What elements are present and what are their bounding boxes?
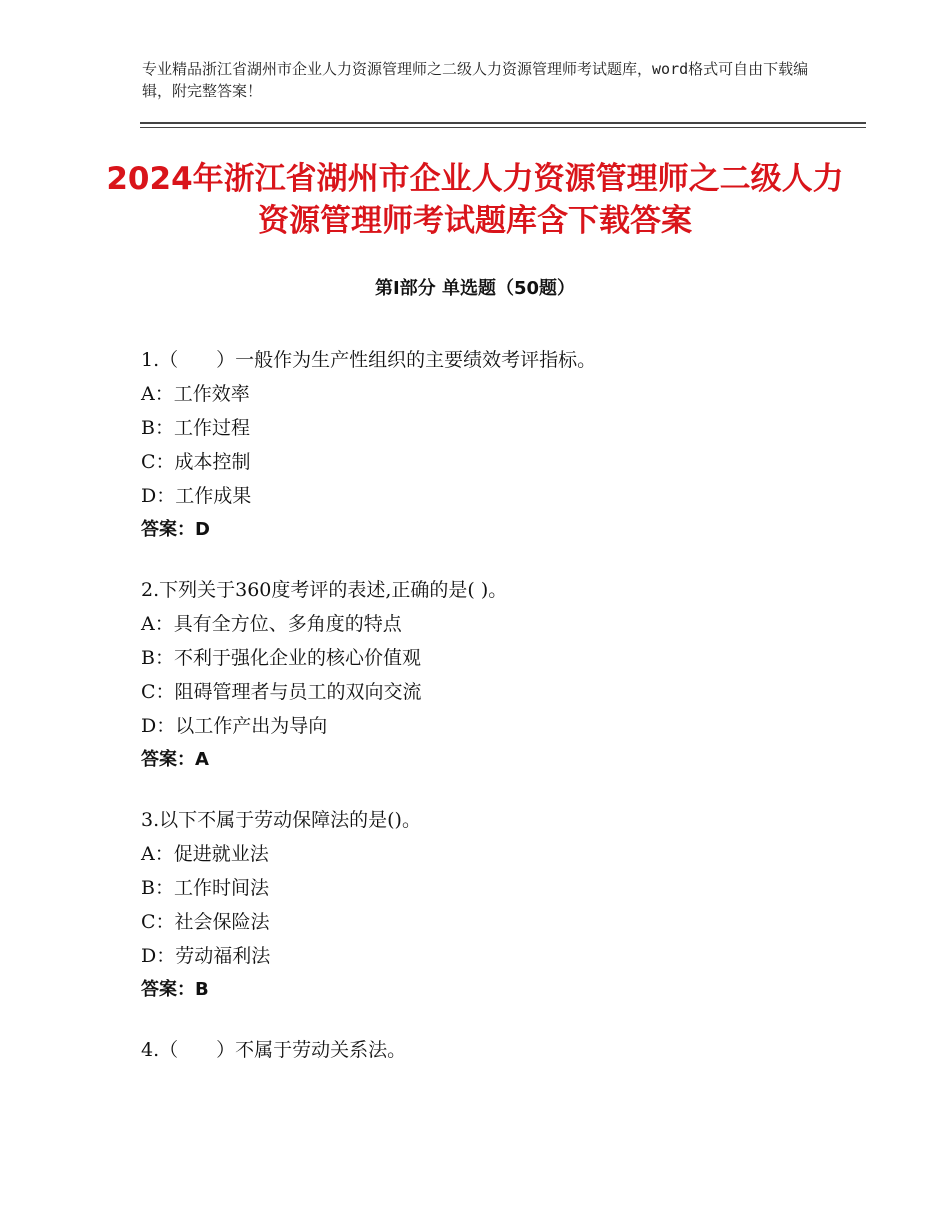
question-item [141, 803, 861, 1007]
section-title: 第Ⅰ部分 单选题（50题） [374, 278, 575, 299]
question-stem: 3.以下不属于劳动保障法的是()。 [141, 809, 421, 831]
option-b: B：工作时间法 [141, 877, 269, 899]
answer-line: 答案：D [141, 519, 210, 540]
answer-line: 答案：B [141, 979, 209, 1000]
option-a: A：促进就业法 [141, 843, 269, 865]
option-d: D：劳动福利法 [141, 945, 271, 967]
header-note: 专业精品浙江省湖州市企业人力资源管理师之二级人力资源管理师考试题库，word格式可自由下载编辑，附完整答案！ [142, 60, 809, 100]
option-c: C：成本控制 [141, 451, 251, 473]
answer-line: 答案：A [141, 749, 209, 770]
question-item [141, 1033, 861, 1067]
question-list [141, 343, 861, 1093]
option-b: B：工作过程 [141, 417, 250, 439]
option-b: B：不利于强化企业的核心价值观 [141, 647, 421, 669]
document-title: 2024年浙江省湖州市企业人力资源管理师之二级人力资源管理师考试题库含下载答案 [106, 161, 844, 239]
option-c: C：阻碍管理者与员工的双向交流 [141, 681, 422, 703]
question-item [141, 343, 861, 547]
option-d: D：以工作产出为导向 [141, 715, 328, 737]
option-a: A：工作效率 [141, 383, 250, 405]
option-a: A：具有全方位、多角度的特点 [141, 613, 402, 635]
question-stem: 1.（ ）一般作为生产性组织的主要绩效考评指标。 [141, 349, 597, 371]
question-stem: 2.下列关于360度考评的表述,正确的是( )。 [141, 579, 508, 601]
question-item [141, 573, 861, 777]
header-divider [140, 122, 866, 128]
option-d: D：工作成果 [141, 485, 252, 507]
option-c: C：社会保险法 [141, 911, 270, 933]
question-stem: 4.（ ）不属于劳动关系法。 [141, 1039, 407, 1061]
